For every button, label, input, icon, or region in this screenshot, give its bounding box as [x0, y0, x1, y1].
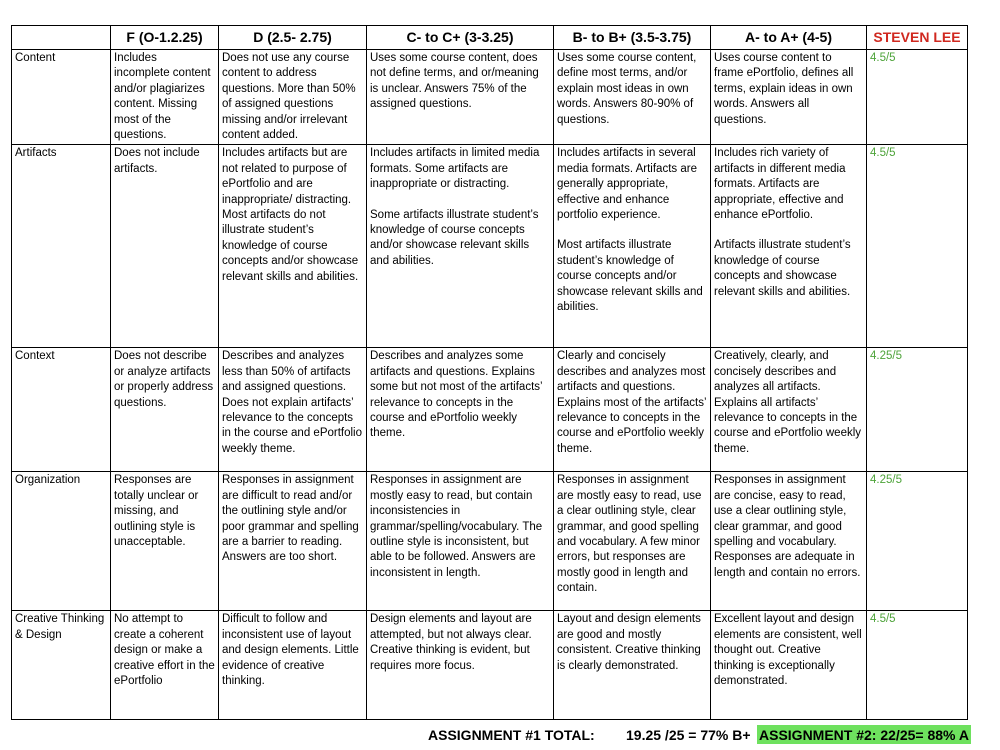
- cell-f: Responses are totally unclear or missing, and outlining style is unacceptable.: [111, 472, 219, 611]
- score: 4.25/5: [867, 472, 968, 611]
- cell-text: Responses in assignment are concise, easy to read, use a clear outlining style, clear grammar, and good spelling and vocabulary. Responses are adequate in length and contain no errors.: [714, 474, 861, 579]
- cell-text: Design elements and layout are attempted, but not always clear. Creative thinking is evident, but requires more focus.: [370, 613, 532, 672]
- cell-d: Does not use any course content to address questions. More than 50% of assigned questions missing and/or irrelevant content added.: [219, 50, 367, 145]
- criterion-label: Context: [12, 348, 111, 472]
- criterion-label: Content: [12, 50, 111, 145]
- assignment-1-total-value: 19.25 /25 = 77% B+: [626, 727, 751, 743]
- cell-c: [367, 348, 554, 472]
- totals-footer: [0, 724, 1000, 746]
- cell-f: Does not describe or analyze artifacts or properly address questions.: [111, 348, 219, 472]
- cell-text: Most artifacts illustrate student’s knowledge of course concepts and/or showcase relevant skills and abilities.: [557, 239, 703, 314]
- cell-text: Responses in assignment are mostly easy to read, use a clear outlining style, clear grammar, and good spelling and vocabulary. A few minor errors, but responses are mostly good in length and contain.: [557, 474, 702, 595]
- cell-b: [554, 50, 711, 145]
- cell-f: Does not include artifacts.: [111, 145, 219, 348]
- cell-a: [711, 611, 867, 720]
- cell-text: Includes rich variety of artifacts in different media formats. Artifacts are appropriate, effective and enhance ePortfolio.: [714, 147, 846, 222]
- row-organization: [12, 472, 968, 611]
- cell-text: Uses some course content, define most terms, and/or explain most ideas in own words. Answers 80-90% of questions.: [557, 52, 697, 126]
- cell-a: [711, 348, 867, 472]
- header-c: C- to C+ (3-3.25): [367, 26, 554, 50]
- criterion-label: Creative Thinking & Design: [12, 611, 111, 720]
- cell-a: [711, 145, 867, 348]
- header-corner: [12, 26, 111, 50]
- criterion-label: Organization: [12, 472, 111, 611]
- cell-f: No attempt to create a coherent design or make a creative effort in the ePortfolio: [111, 611, 219, 720]
- cell-b: [554, 472, 711, 611]
- cell-c: [367, 145, 554, 348]
- cell-d: Describes and analyzes less than 50% of artifacts and assigned questions. Does not explain artifacts’ relevance to the concepts in the course and ePortfolio weekly theme.: [219, 348, 367, 472]
- header-f: F (O-1.2.25): [111, 26, 219, 50]
- cell-d: Responses in assignment are difficult to read and/or the outlining style and/or poor grammar and spelling are a barrier to reading. Answers are too short.: [219, 472, 367, 611]
- criterion-label: Artifacts: [12, 145, 111, 348]
- cell-text: Describes and analyzes some artifacts and questions. Explains some but not most of the artifacts’ relevance to concepts in the course and ePortfolio weekly theme.: [370, 350, 543, 440]
- header-row: [12, 26, 968, 50]
- assignment-1-total-label: ASSIGNMENT #1 TOTAL:: [428, 727, 595, 743]
- cell-text: Artifacts illustrate student’s knowledge of course concepts and showcase relevant skills and abilities.: [714, 239, 851, 298]
- header-student-name: STEVEN LEE: [867, 26, 968, 50]
- cell-a: [711, 472, 867, 611]
- cell-d: Includes artifacts but are not related to purpose of ePortfolio and are inappropriate/ distracting. Most artifacts do not illustrate student’s knowledge of course concepts and/or showcase relevant skills and abilities.: [219, 145, 367, 348]
- cell-text: Some artifacts illustrate student’s knowledge of course concepts and/or showcase relevant skills and abilities.: [370, 208, 539, 267]
- cell-text: Responses in assignment are mostly easy to read, but contain inconsistencies in grammar/spelling/vocabulary. The outline style is inconsistent, but able to be followed. Answers are inconsistent in length.: [370, 474, 543, 579]
- cell-text: Layout and design elements are good and mostly consistent. Creative thinking is clearly demonstrated.: [557, 613, 701, 672]
- cell-text: Uses course content to frame ePortfolio, defines all terms, explain ideas in own words. Answers all questions.: [714, 52, 854, 126]
- cell-c: [367, 472, 554, 611]
- cell-a: [711, 50, 867, 145]
- score: 4.5/5: [867, 50, 968, 145]
- header-d: D (2.5- 2.75): [219, 26, 367, 50]
- cell-text: Clearly and concisely describes and analyzes most artifacts and questions. Explains most of the artifacts’ relevance to concepts in the course and ePortfolio weekly theme.: [557, 350, 707, 455]
- cell-b: [554, 145, 711, 348]
- cell-b: [554, 611, 711, 720]
- cell-text: Creatively, clearly, and concisely describes and analyzes all artifacts. Explains all artifacts’ relevance to concepts in the course and ePortfolio weekly theme.: [714, 350, 862, 455]
- cell-c: [367, 50, 554, 145]
- header-b: B- to B+ (3.5-3.75): [554, 26, 711, 50]
- score: 4.5/5: [867, 145, 968, 348]
- cell-b: [554, 348, 711, 472]
- score: 4.5/5: [867, 611, 968, 720]
- row-context: [12, 348, 968, 472]
- cell-c: [367, 611, 554, 720]
- cell-text: Excellent layout and design elements are consistent, well thought out. Creative thinking is exceptionally demonstrated.: [714, 613, 862, 688]
- cell-f: Includes incomplete content and/or plagiarizes content. Missing most of the questions.: [111, 50, 219, 145]
- assignment-2-total-highlight: ASSIGNMENT #2: 22/25= 88% A: [759, 727, 969, 743]
- row-artifacts: [12, 145, 968, 348]
- row-content: [12, 50, 968, 145]
- header-a: A- to A+ (4-5): [711, 26, 867, 50]
- score: 4.25/5: [867, 348, 968, 472]
- rubric-table: [11, 25, 968, 720]
- row-creative-thinking-design: [12, 611, 968, 720]
- cell-text: Includes artifacts in limited media formats. Some artifacts are inappropriate or distracting.: [370, 147, 540, 191]
- cell-d: Difficult to follow and inconsistent use of layout and design elements. Little evidence of creative thinking.: [219, 611, 367, 720]
- cell-text: Uses some course content, does not define terms, and or/meaning is unclear. Answers 75% of the assigned questions.: [370, 52, 539, 111]
- cell-text: Includes artifacts in several media formats. Artifacts are generally appropriate, effective and enhance portfolio experience.: [557, 147, 697, 222]
